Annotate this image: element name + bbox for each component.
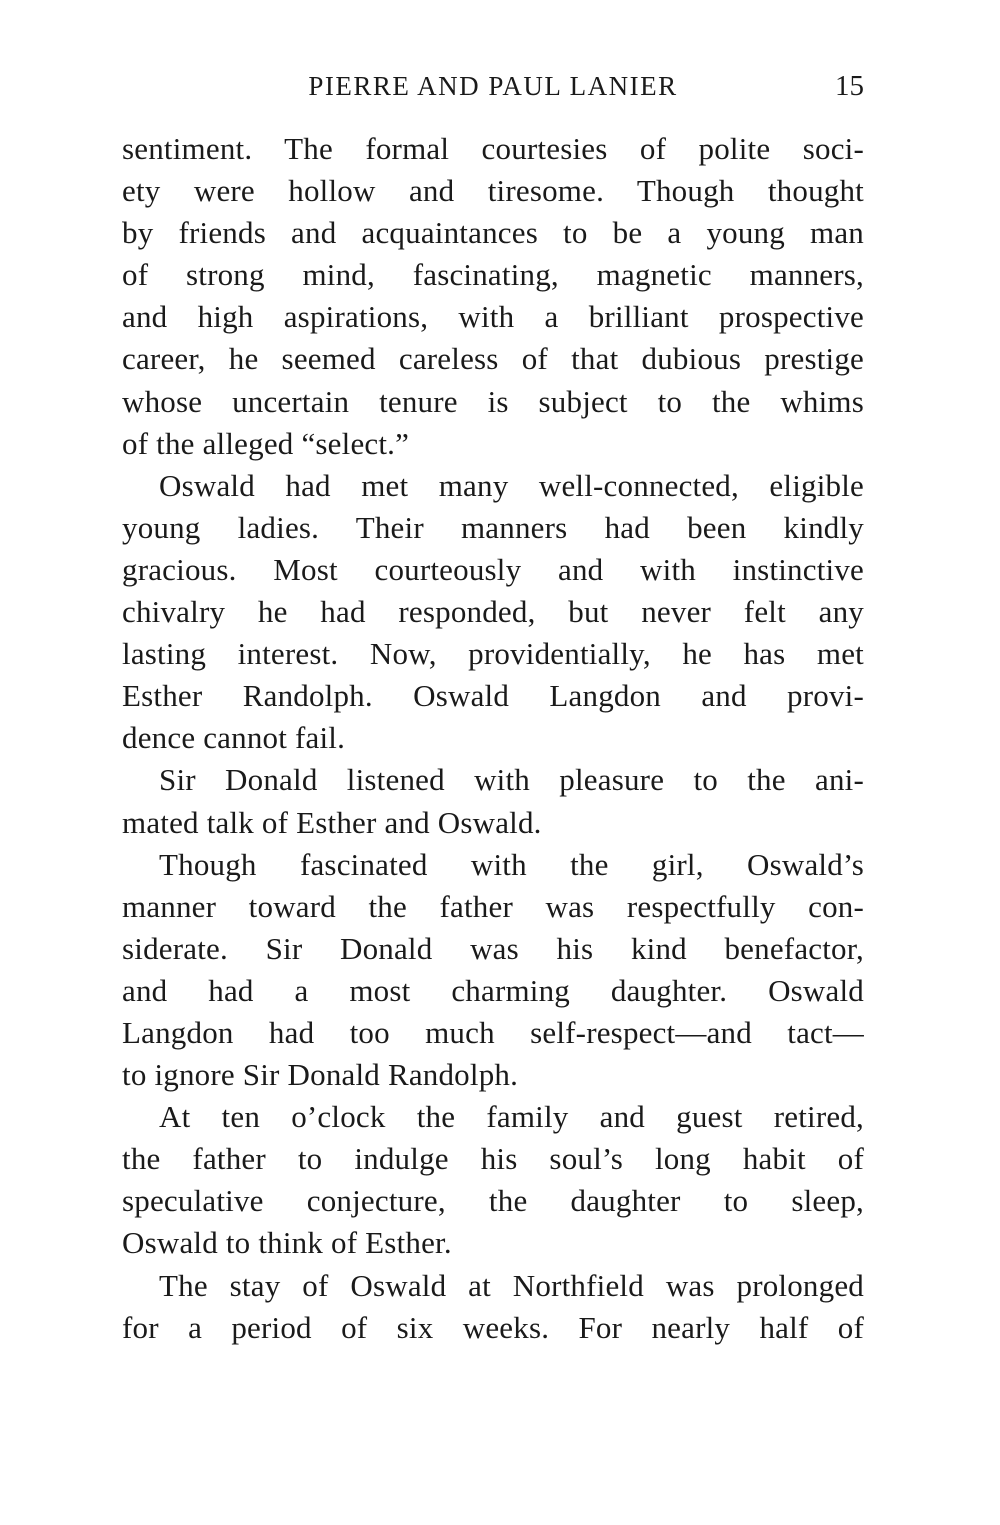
text-line: and high aspirations, with a brilliant prospective	[122, 299, 864, 335]
text-line: Esther Randolph. Oswald Langdon and provi-	[122, 678, 864, 714]
running-title: PIERRE AND PAUL LANIER	[308, 71, 678, 101]
text-line: sentiment. The formal courtesies of polite soci-	[122, 131, 864, 166]
text-line: Oswald had met many well-connected, eligible	[159, 467, 864, 503]
paragraph	[122, 465, 864, 760]
running-head	[122, 66, 864, 106]
paragraph	[122, 844, 864, 1097]
text-line: Langdon had too much self-respect—and tact—	[122, 1014, 864, 1050]
text-line: speculative conjecture, the daughter to sleep,	[122, 1183, 864, 1219]
text-line: At ten o’clock the family and guest retired,	[159, 1099, 864, 1135]
body-text	[122, 128, 864, 1349]
text-line: Oswald to think of Esther.	[122, 1225, 452, 1261]
paragraph	[122, 1096, 864, 1264]
text-line: and had a most charming daughter. Oswald	[122, 972, 864, 1008]
paragraph	[122, 1265, 864, 1349]
text-line: Though fascinated with the girl, Oswald’s	[159, 846, 864, 882]
text-line: siderate. Sir Donald was his kind benefactor,	[122, 930, 864, 966]
text-line: to ignore Sir Donald Randolph.	[122, 1057, 519, 1093]
text-line: of the alleged “select.”	[122, 425, 410, 461]
page-number: 15	[835, 70, 864, 102]
text-line: mated talk of Esther and Oswald.	[122, 804, 542, 840]
text-line: Sir Donald listened with pleasure to the ani-	[159, 762, 864, 798]
text-line: by friends and acquaintances to be a young man	[122, 215, 864, 251]
text-line: ety were hollow and tiresome. Though thought	[122, 173, 864, 209]
text-line: gracious. Most courteously and with instinctive	[122, 551, 864, 587]
text-line: the father to indulge his soul’s long habit of	[122, 1141, 864, 1177]
text-line: young ladies. Their manners had been kindly	[122, 509, 864, 545]
paragraph	[122, 759, 864, 843]
text-line: dence cannot fail.	[122, 720, 346, 756]
text-line: lasting interest. Now, providentially, he has met	[122, 636, 864, 672]
text-line: whose uncertain tenure is subject to the whims	[122, 383, 864, 419]
text-line: of strong mind, fascinating, magnetic manners,	[122, 257, 864, 293]
text-line: chivalry he had responded, but never felt any	[122, 594, 864, 630]
text-line: manner toward the father was respectfully con-	[122, 888, 864, 924]
text-line: career, he seemed careless of that dubious prestige	[122, 341, 864, 377]
text-line: for a period of six weeks. For nearly half of	[122, 1309, 864, 1345]
text-line: The stay of Oswald at Northfield was prolonged	[159, 1267, 864, 1303]
paragraph	[122, 128, 864, 465]
